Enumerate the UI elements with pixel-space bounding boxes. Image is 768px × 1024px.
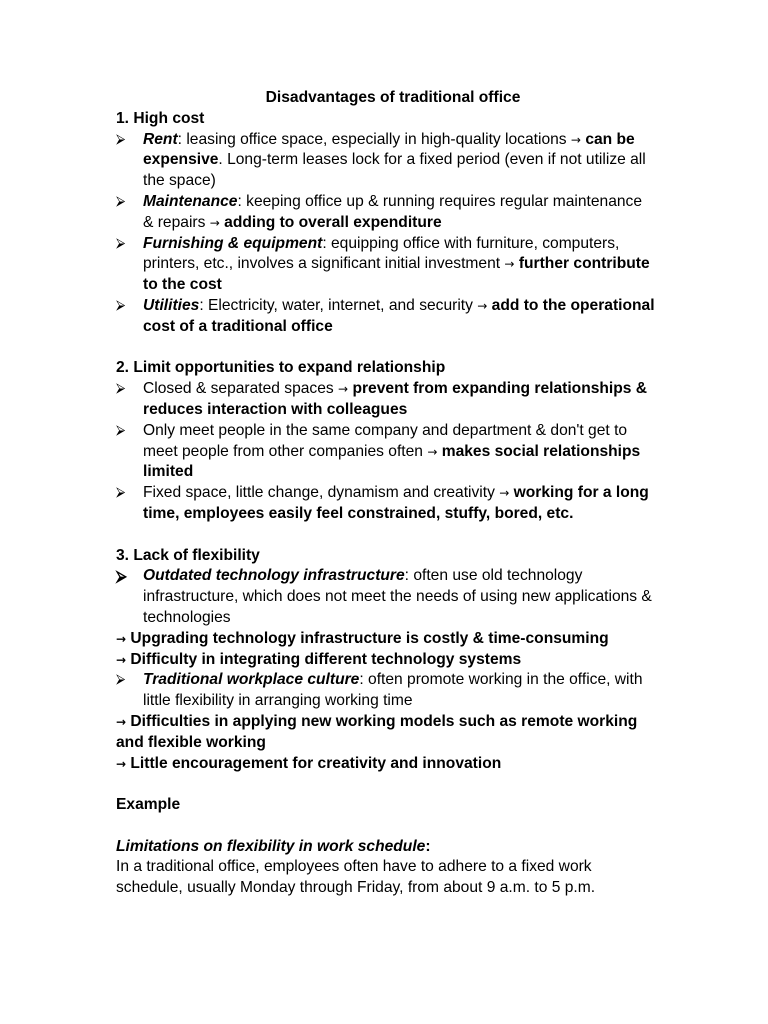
term-separator: : [359,671,364,689]
paragraph-gap [116,774,656,795]
item-text: Electricity, water, internet, and security [203,296,478,314]
arrow-bullet-icon: ⮚ [116,235,126,251]
item-conclusion: further contribute to the cost [143,255,650,294]
arrow-icon: → [427,444,438,459]
arrow-icon: → [338,382,349,397]
arrow-icon: → [499,486,510,501]
list-item-workplace-culture [116,670,656,712]
term: Maintenance [143,192,238,210]
list-item-utilities [116,296,656,338]
document-title: Disadvantages of traditional office [265,89,521,106]
section-1-heading: 1. High cost [116,109,205,127]
arrow-bullet-icon: ⮚ [116,381,126,397]
paragraph-gap [116,525,656,546]
arrow-bullet-icon: ⮚ [116,297,126,313]
example-subheading-separator: : [425,837,431,855]
example-heading: Example [116,796,181,814]
item-text: keeping office up & running requires regular maintenance & repairs [143,192,643,231]
item-conclusion: working for a long time, employees easily feel constrained, stuffy, bored, etc. [143,484,649,522]
result-line [116,712,656,754]
term: Furnishing & equipment [143,234,323,252]
result-text: Little encouragement for creativity and innovation [130,754,502,772]
item-text: leasing office space, especially in high-quality locations [182,130,571,148]
arrow-icon: → [116,756,127,771]
item-conclusion: adding to overall expenditure [224,213,442,231]
item-text: often promote working in the office, with little flexibility in arranging working time [143,671,643,710]
list-item-outdated-technology [116,566,656,628]
section-2-heading: 2. Limit opportunities to expand relationship [116,359,446,377]
arrow-icon: → [116,631,127,646]
term-separator: : [177,130,182,148]
term-separator: : [404,567,409,585]
item-text-after: . Long-term leases lock for a fixed period (even if not utilize all the space) [143,151,646,190]
arrow-bullet-icon: ⮚ [116,672,126,688]
item-conclusion: add to the operational cost of a traditional office [143,296,655,335]
item-conclusion: can be expensive [143,130,635,169]
item-text: often use old technology infrastructure, which does not meet the needs of using new applications & technologies [143,567,652,626]
document-body [116,88,656,899]
result-line [116,629,656,650]
arrow-icon: → [477,298,488,313]
result-text: Upgrading technology infrastructure is costly & time-consuming [130,629,609,647]
arrow-icon: → [209,215,220,230]
list-item-meet-people [116,421,656,483]
item-text: Fixed space, little change, dynamism and creativity [143,484,500,502]
result-text: Difficulty in integrating different technology systems [130,650,522,668]
list-item-fixed-space [116,483,656,525]
paragraph-gap [116,338,656,359]
item-text: Closed & separated spaces [143,380,339,398]
example-subheading-line [116,837,656,858]
list-item-furnishing [116,234,656,296]
arrow-icon: → [116,652,127,667]
item-conclusion: prevent from expanding relationships & reduces interaction with colleagues [143,380,648,418]
paragraph-gap [116,816,656,837]
arrow-bullet-icon: ⮚ [116,485,126,501]
section-3-heading: 3. Lack of flexibility [116,546,260,564]
result-text: Difficulties in applying new working models such as remote working and flexible working [116,712,638,751]
item-text: equipping office with furniture, computers, printers, etc., involves a significant initial investment [143,234,620,273]
term: Utilities [143,296,200,314]
term-separator: : [237,192,242,210]
arrow-icon: → [116,714,127,729]
arrow-bullet-icon: ⮚ [116,422,126,438]
term-separator: : [322,234,327,252]
term-separator: : [199,296,204,314]
example-subheading: Limitations on flexibility in work schedule [116,837,426,855]
item-text: Only meet people in the same company and department & don't get to meet people from other companies often [143,421,628,460]
arrow-icon: → [504,257,515,272]
item-conclusion: makes social relationships limited [143,442,641,481]
arrow-bullet-icon: ⮚ [116,131,126,147]
list-item-closed-spaces [116,379,656,421]
term: Rent [143,130,178,148]
example-text: In a traditional office, employees often have to adhere to a fixed work schedule, usually Monday through Friday, from about 9 a.m. to 5 p.m. [116,858,596,897]
arrow-bullet-icon: ⮚ [116,193,126,209]
result-line [116,754,656,775]
list-item-maintenance [116,192,656,234]
result-line [116,650,656,671]
arrow-bullet-icon: ⮚ [116,567,127,586]
term: Traditional workplace culture [143,671,360,689]
list-item-rent [116,130,656,192]
arrow-icon: → [570,132,581,147]
term: Outdated technology infrastructure [143,567,405,585]
